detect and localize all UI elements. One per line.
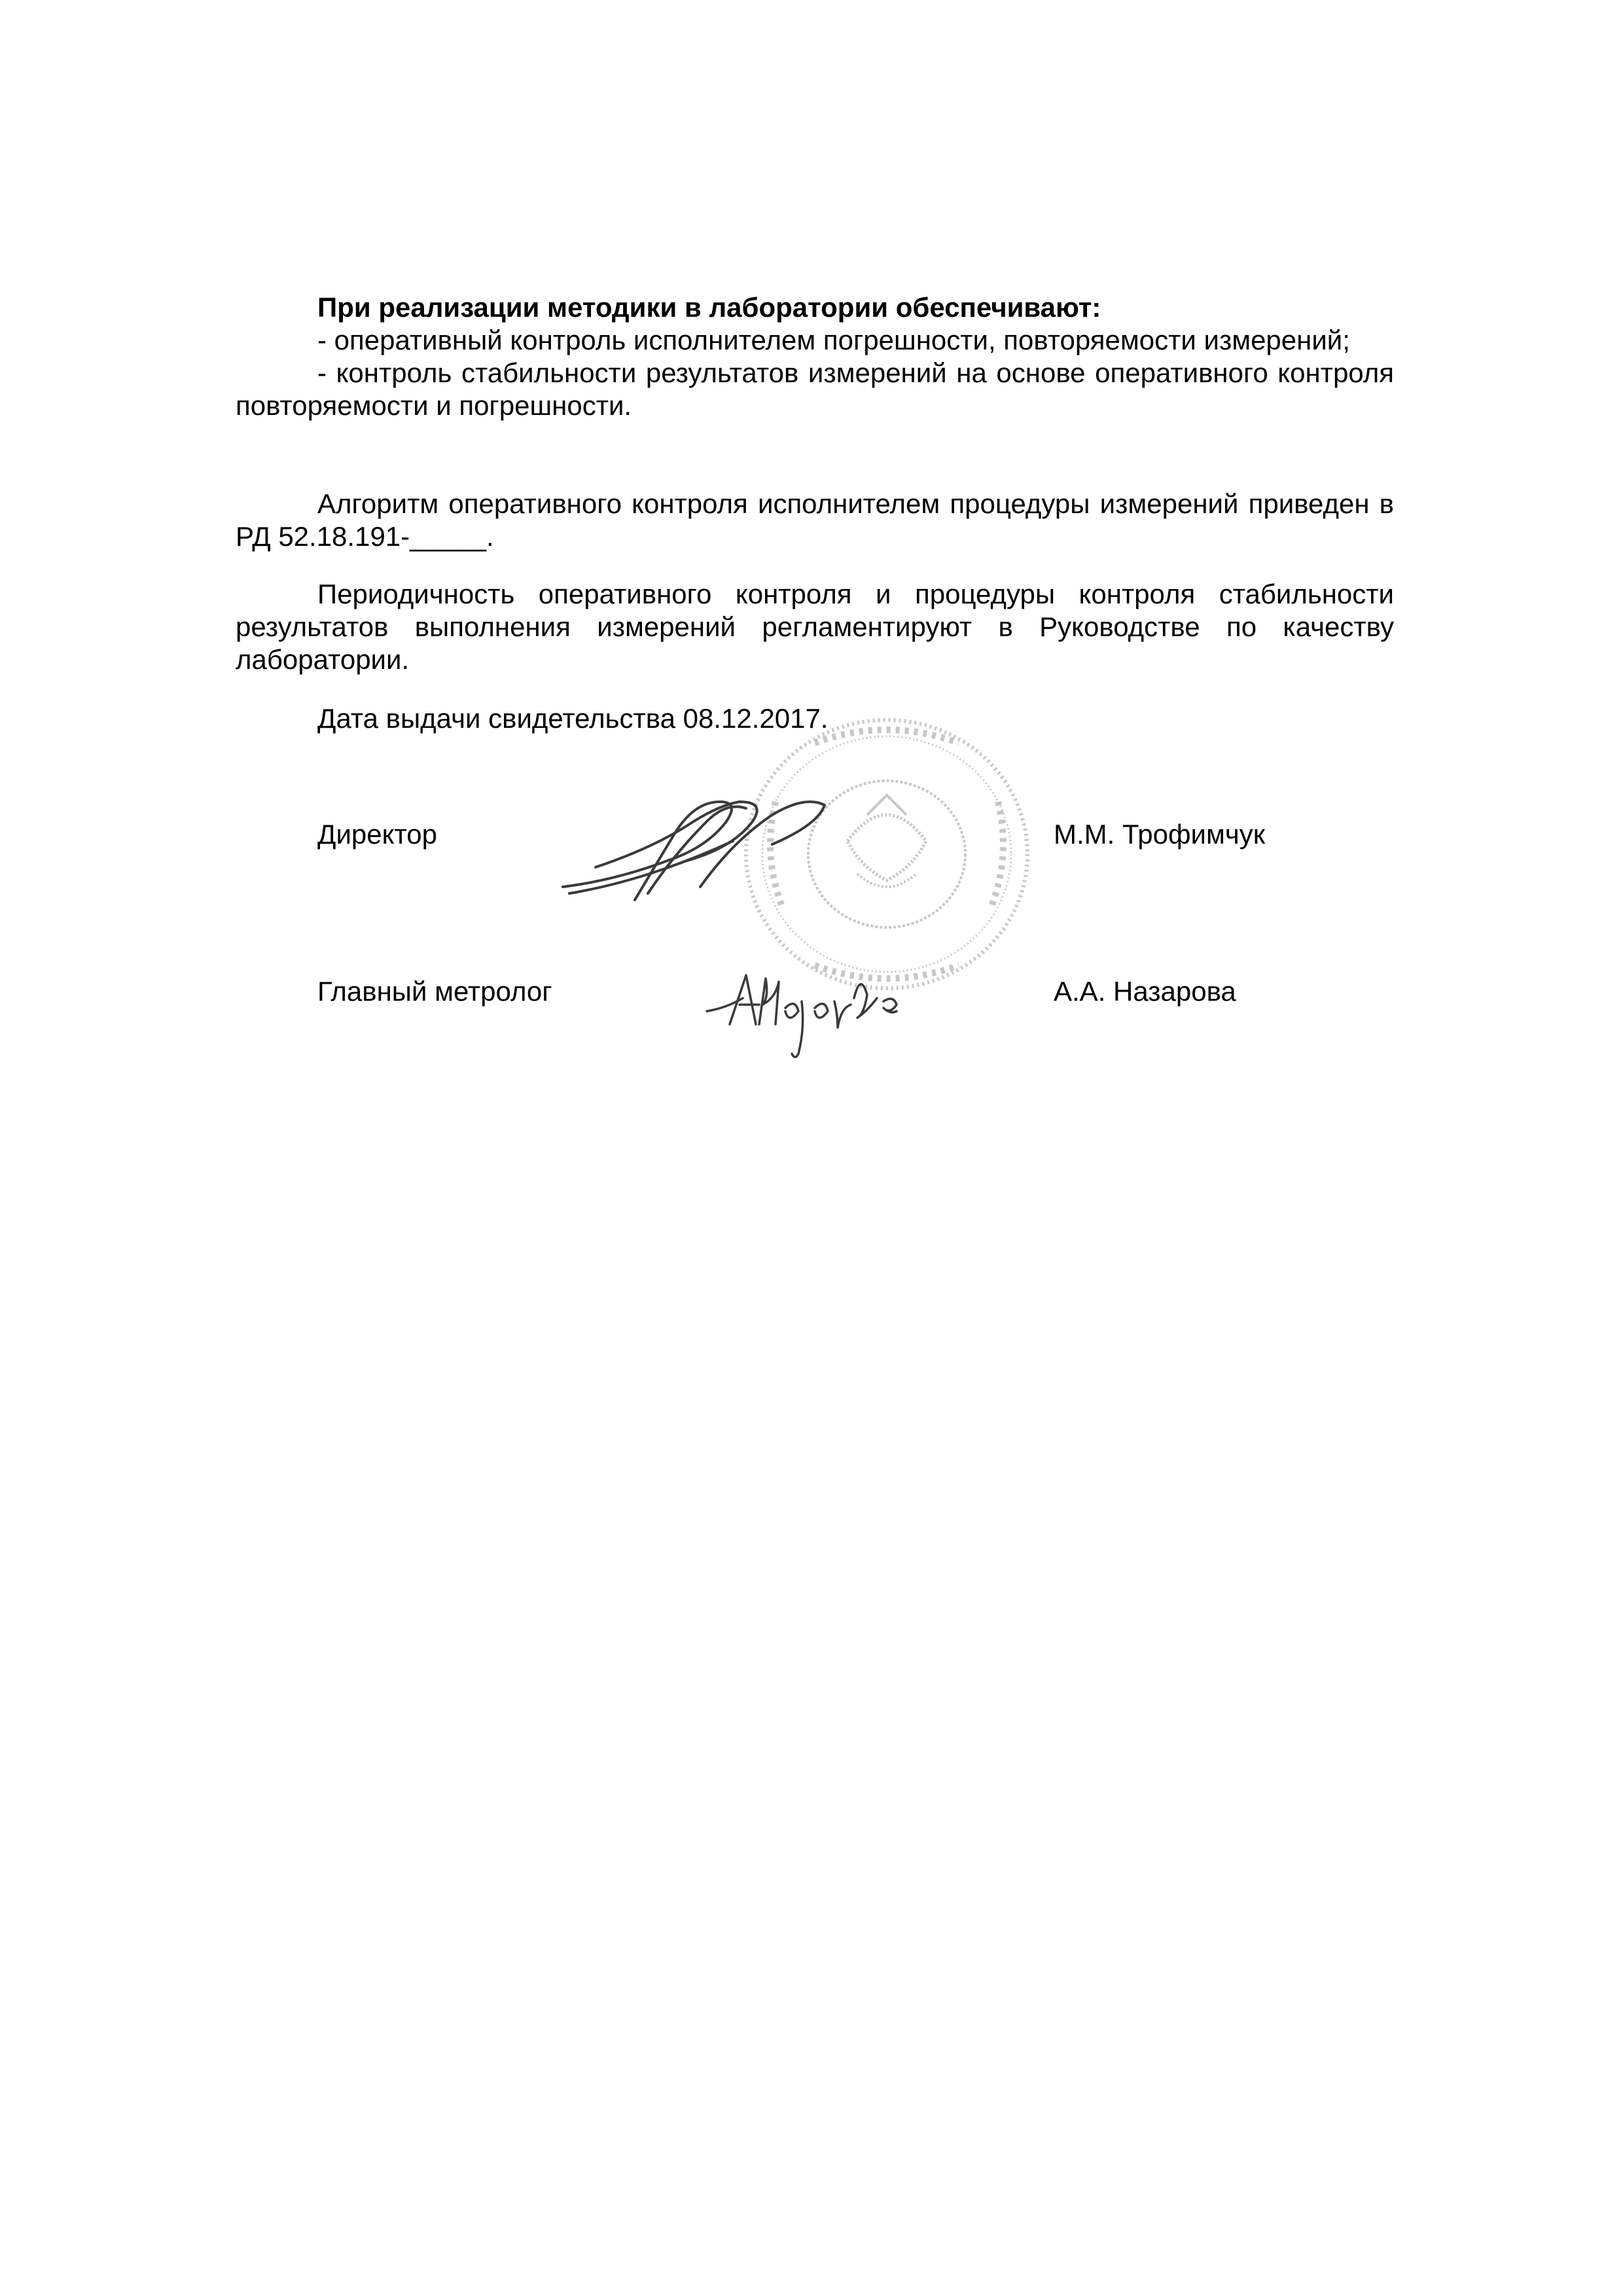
paragraph-provisions bbox=[236, 291, 1394, 422]
metrolog-handwritten-signature bbox=[704, 962, 926, 1060]
director-name: М.М. Трофимчук bbox=[1054, 819, 1266, 850]
paragraph-algorithm bbox=[236, 488, 1394, 553]
metrolog-title: Главный метролог bbox=[317, 976, 552, 1007]
paragraph-periodicity bbox=[236, 578, 1394, 676]
director-handwritten-signature bbox=[556, 789, 831, 906]
provisions-item-2: - контроль стабильности результатов измерений на основе оперативного контроля повторяемости и погрешности. bbox=[236, 357, 1394, 421]
issue-date-text: Дата выдачи свидетельства 08.12.2017. bbox=[317, 703, 829, 734]
provisions-intro: При реализации методики в лаборатории обеспечивают: bbox=[317, 292, 1101, 323]
algorithm-text: Алгоритм оперативного контроля исполнителем процедуры измерений приведен в РД 52.18.191-_____. bbox=[236, 488, 1394, 552]
provisions-item-1: - оперативный контроль исполнителем погрешности, повторяемости измерений; bbox=[317, 325, 1350, 355]
director-title: Директор bbox=[317, 819, 437, 850]
metrolog-name: А.А. Назарова bbox=[1054, 976, 1236, 1007]
periodicity-text: Периодичность оперативного контроля и процедуры контроля стабильности результатов выполнения измерений регламентируют в Руководстве по качеству лаборатории. bbox=[236, 579, 1394, 675]
